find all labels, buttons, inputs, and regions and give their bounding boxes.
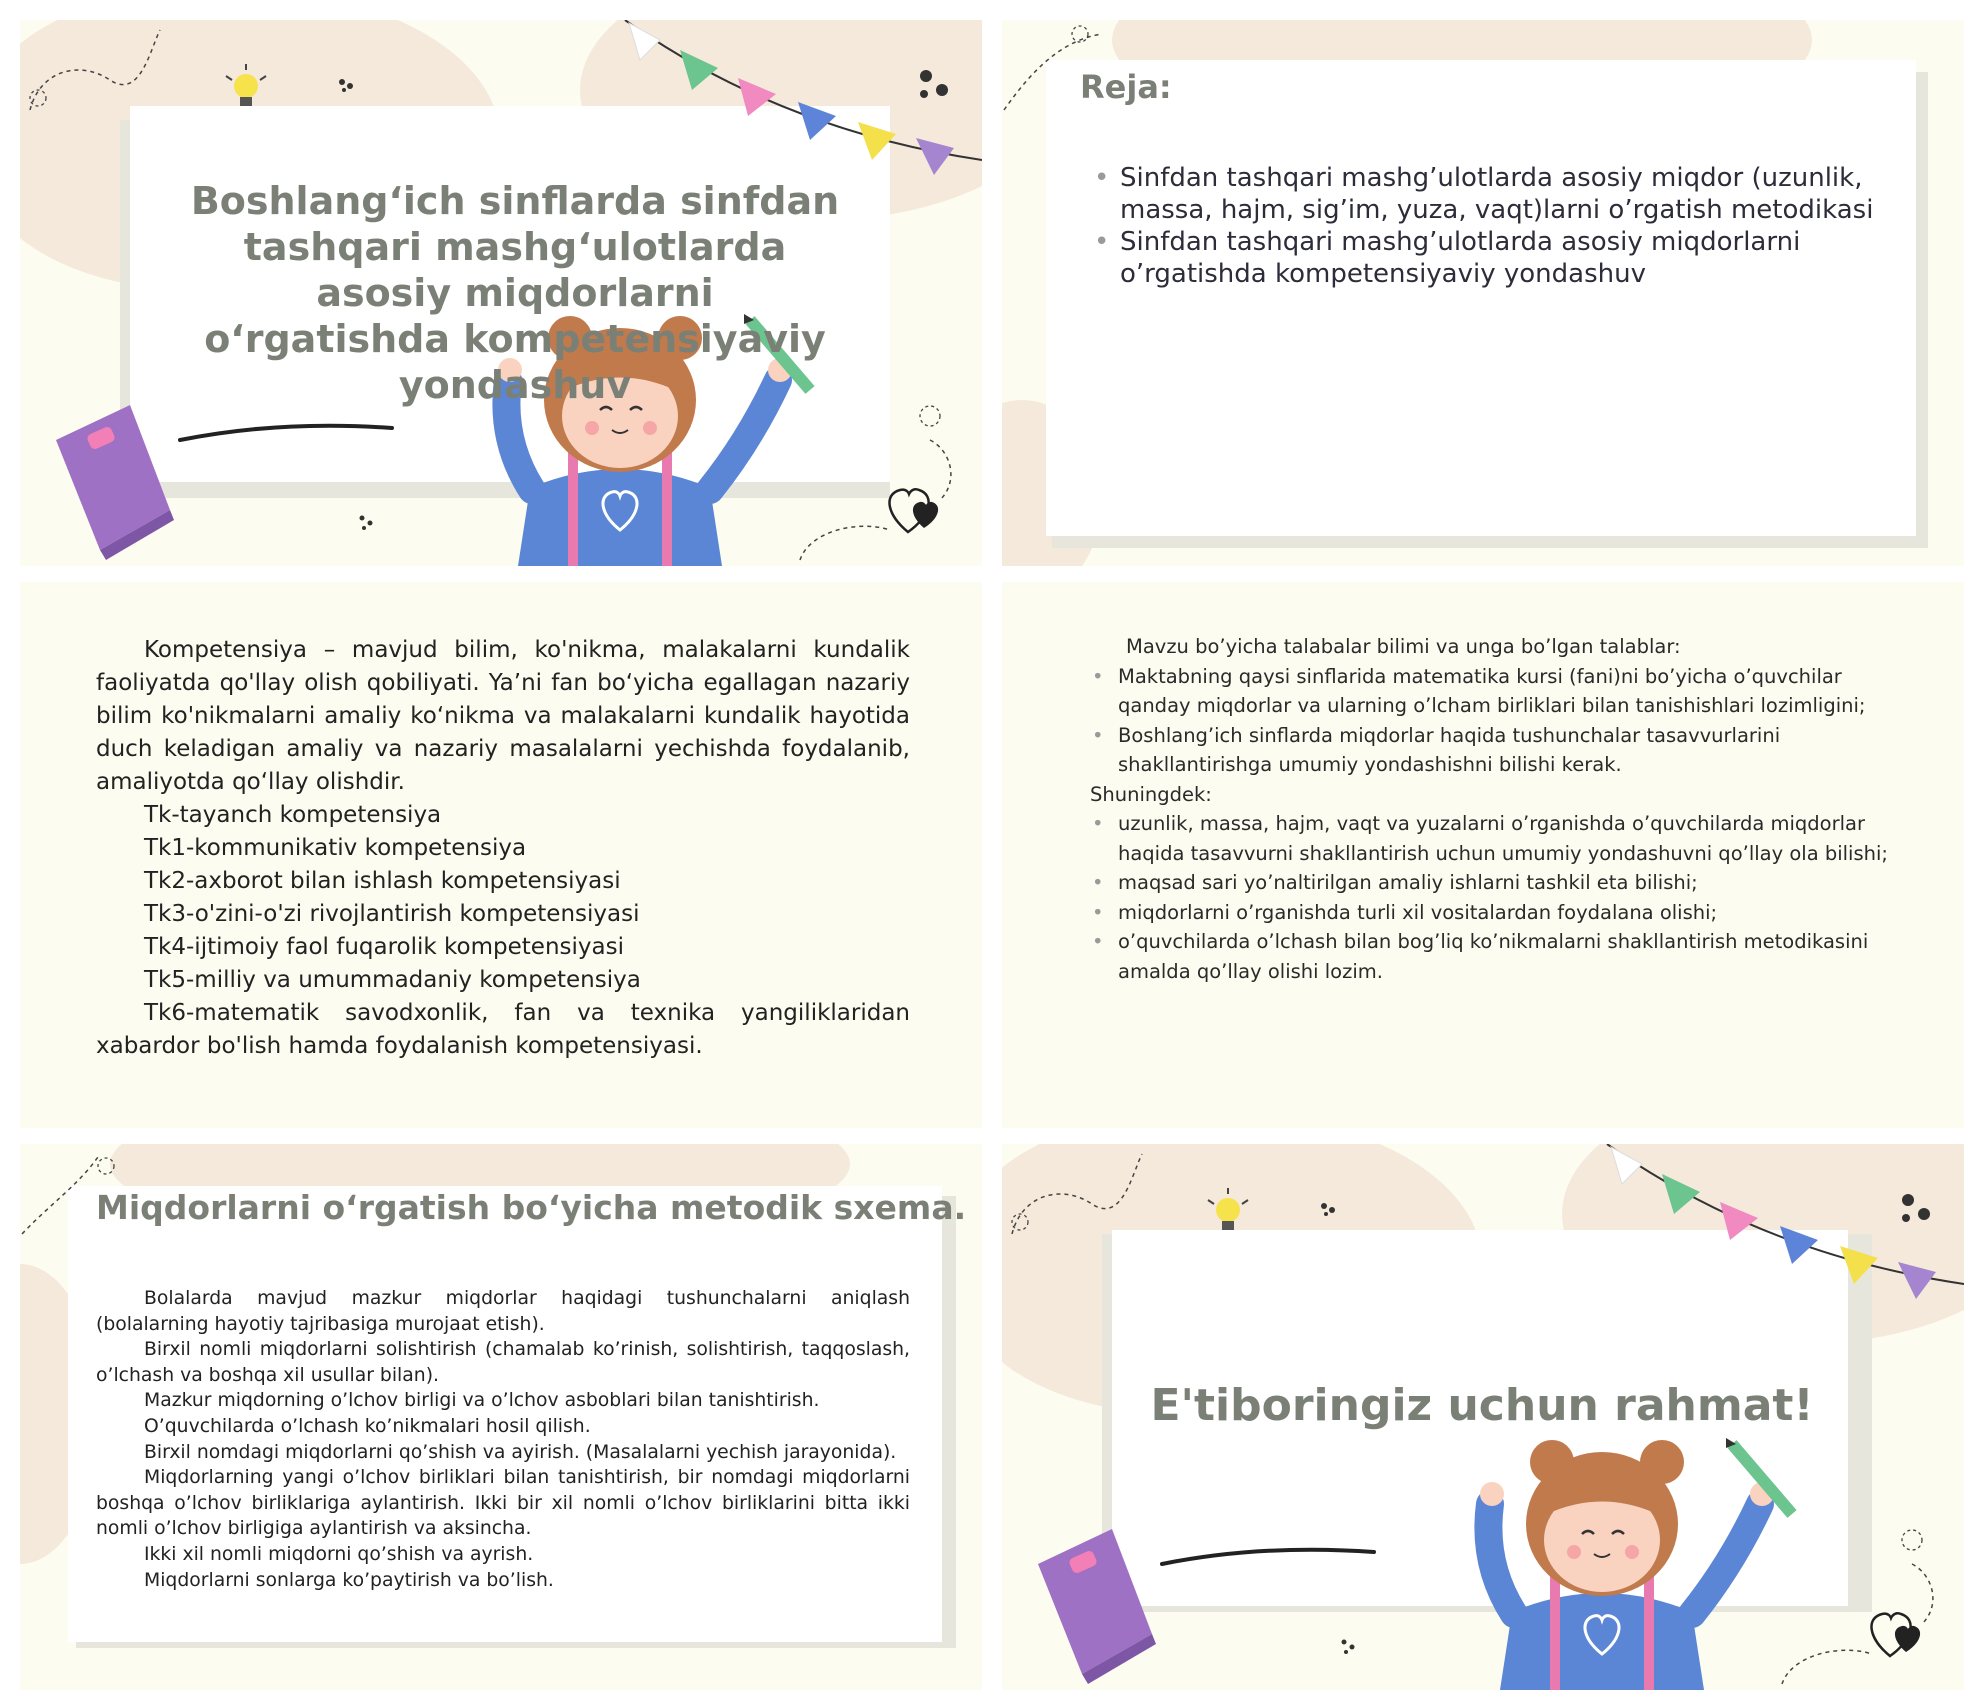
requirements-item: • Boshlang’ich sinflarda miqdorlar haqida tushunchalar tasavvurlarini shakllantirishga umumiy yondashishni bilishi kerak. bbox=[1090, 721, 1910, 780]
slide-plan bbox=[1002, 20, 1964, 566]
bunting-flags bbox=[625, 20, 982, 175]
heart-icon bbox=[1872, 1613, 1921, 1656]
requirements-item: • Maktabning qaysi sinflarida matematika kursi (fani)ni bo’yicha o’quvchilar qanday miqdorlar va ularning o’lcham birliklari bilan tanishishlari lozimligini; bbox=[1090, 662, 1910, 721]
competence-line: Tk1-kommunikativ kompetensiya bbox=[144, 835, 527, 861]
presentation-title: Boshlang‘ich sinflarda sinfdan tashqari mashg‘ulotlarda asosiy miqdorlarni o‘rgatishda kompetensiyaviy yondashuv bbox=[190, 179, 840, 407]
slide-requirements bbox=[1002, 582, 1964, 1128]
thanks-title: E'tiboringiz uchun rahmat! bbox=[1150, 1380, 1814, 1431]
girl-illustration bbox=[1480, 1438, 1792, 1690]
skills-item: • o’quvchilarda o’lchash bilan bog’liq ko’nikmalarni shakllantirish metodikasini amalda qo’llay olishi lozim. bbox=[1090, 927, 1910, 986]
slide-competence bbox=[20, 582, 982, 1128]
slide-thanks bbox=[1002, 1144, 1964, 1690]
bunting-flags bbox=[1607, 1144, 1964, 1299]
competence-line: Tk-tayanch kompetensiya bbox=[144, 802, 442, 828]
skills-list bbox=[1090, 809, 1910, 986]
skills-item: • miqdorlarni o’rganishda turli xil vositalardan foydalana olishi; bbox=[1090, 898, 1910, 928]
requirements-text bbox=[1090, 632, 1910, 986]
plan-item: • Sinfdan tashqari mashg’ulotlarda asosiy miqdorlarni o’rgatishda kompetensiyaviy yondashuv bbox=[1092, 226, 1888, 290]
competence-line: Tk5-milliy va umummadaniy kompetensiya bbox=[144, 967, 641, 993]
light-bulb-icon bbox=[1208, 1188, 1248, 1230]
book-icon bbox=[1038, 1529, 1156, 1684]
scheme-step: Bolalarda mavjud mazkur miqdorlar haqidagi tushunchalarni aniqlash (bolalarning hayotiy tajribasiga murojaat etish). bbox=[96, 1288, 910, 1335]
competence-line: Tk6-matematik savodxonlik, fan va texnika yangiliklaridan xabardor bo'lish hamda foydalanish kompetensiyasi. bbox=[96, 1000, 910, 1059]
requirements-intro: Mavzu bo’yicha talabalar bilimi va unga bo’lgan talablar: bbox=[1126, 635, 1681, 658]
competence-line: Tk3-o'zini-o'zi rivojlantirish kompetensiyasi bbox=[144, 901, 640, 927]
requirements-list bbox=[1090, 662, 1910, 780]
scheme-step: O’quvchilarda o’lchash ko’nikmalari hosil qilish. bbox=[144, 1415, 591, 1437]
scheme-step: Mazkur miqdorning o’lchov birligi va o’lchov asboblari bilan tanishtirish. bbox=[144, 1390, 820, 1412]
competence-definition: Kompetensiya – mavjud bilim, ko'nikma, malakalarni kundalik faoliyatda qo'llay olish qobiliyati. Ya’ni fan bo‘yicha egallagan nazariy bilim ko'nikmalarni amaliy ko‘nikma va malakalarni kundalik hayotida duch keladigan amaliy va nazariy masalalarni yechishda foydalanib, amaliyotda qo‘llay olishdir. bbox=[96, 637, 910, 795]
heart-icon bbox=[890, 489, 939, 532]
competence-line: Tk4-ijtimoiy faol fuqarolik kompetensiyasi bbox=[144, 934, 624, 960]
scheme-step: Ikki xil nomli miqdorni qo’shish va ayrish. bbox=[144, 1543, 534, 1565]
scheme-step: Birxil nomli miqdorlarni solishtirish (chamalab ko’rinish, solishtirish, taqqoslash, o’lchash va boshqa xil usullar bilan). bbox=[96, 1339, 910, 1386]
skills-item: • maqsad sari yo’naltirilgan amaliy ishlarni tashkil eta bilishi; bbox=[1090, 868, 1910, 898]
dashed-swirl bbox=[30, 30, 160, 110]
light-bulb-icon bbox=[226, 64, 266, 106]
scheme-heading: Miqdorlarni o‘rgatish bo‘yicha metodik sxema. bbox=[96, 1188, 967, 1227]
underline-stroke bbox=[180, 426, 392, 440]
plan-item: • Sinfdan tashqari mashg’ulotlarda asosiy miqdor (uzunlik, massa, hajm, sig’im, yuza, vaqt)larni o’rgatish metodikasi bbox=[1092, 162, 1888, 226]
scheme-text bbox=[96, 1286, 910, 1593]
competence-line: Tk2-axborot bilan ishlash kompetensiyasi bbox=[144, 868, 621, 894]
plan-list bbox=[1092, 162, 1888, 290]
plan-heading: Reja: bbox=[1080, 68, 1172, 106]
slide-title bbox=[20, 20, 982, 566]
scheme-step: Miqdorlarning yangi o’lchov birliklari bilan tanishtirish, bir nomdagi miqdorlarni boshqa o’lchov birliklariga aylantirish. Ikki bir xil nomli o’lchov birliklarini bitta ikki nomli o’lchov birligiga aylantirish va aksincha. bbox=[96, 1467, 910, 1540]
slide-method-scheme bbox=[20, 1144, 982, 1690]
skills-item: • uzunlik, massa, hajm, vaqt va yuzalarni o’rganishda o’quvchilarda miqdorlar haqida tasavvurni shakllantirish uchun umumiy yondashuvni qo’llay ola bilishi; bbox=[1090, 809, 1910, 868]
requirements-mid: Shuningdek: bbox=[1090, 782, 1212, 806]
book-icon bbox=[56, 405, 174, 560]
scheme-step: Birxil nomdagi miqdorlarni qo’shish va ayirish. (Masalalarni yechish jarayonida). bbox=[144, 1441, 897, 1463]
scheme-step: Miqdorlarni sonlarga ko’paytirish va bo’lish. bbox=[144, 1569, 554, 1591]
competence-text bbox=[96, 634, 910, 1063]
